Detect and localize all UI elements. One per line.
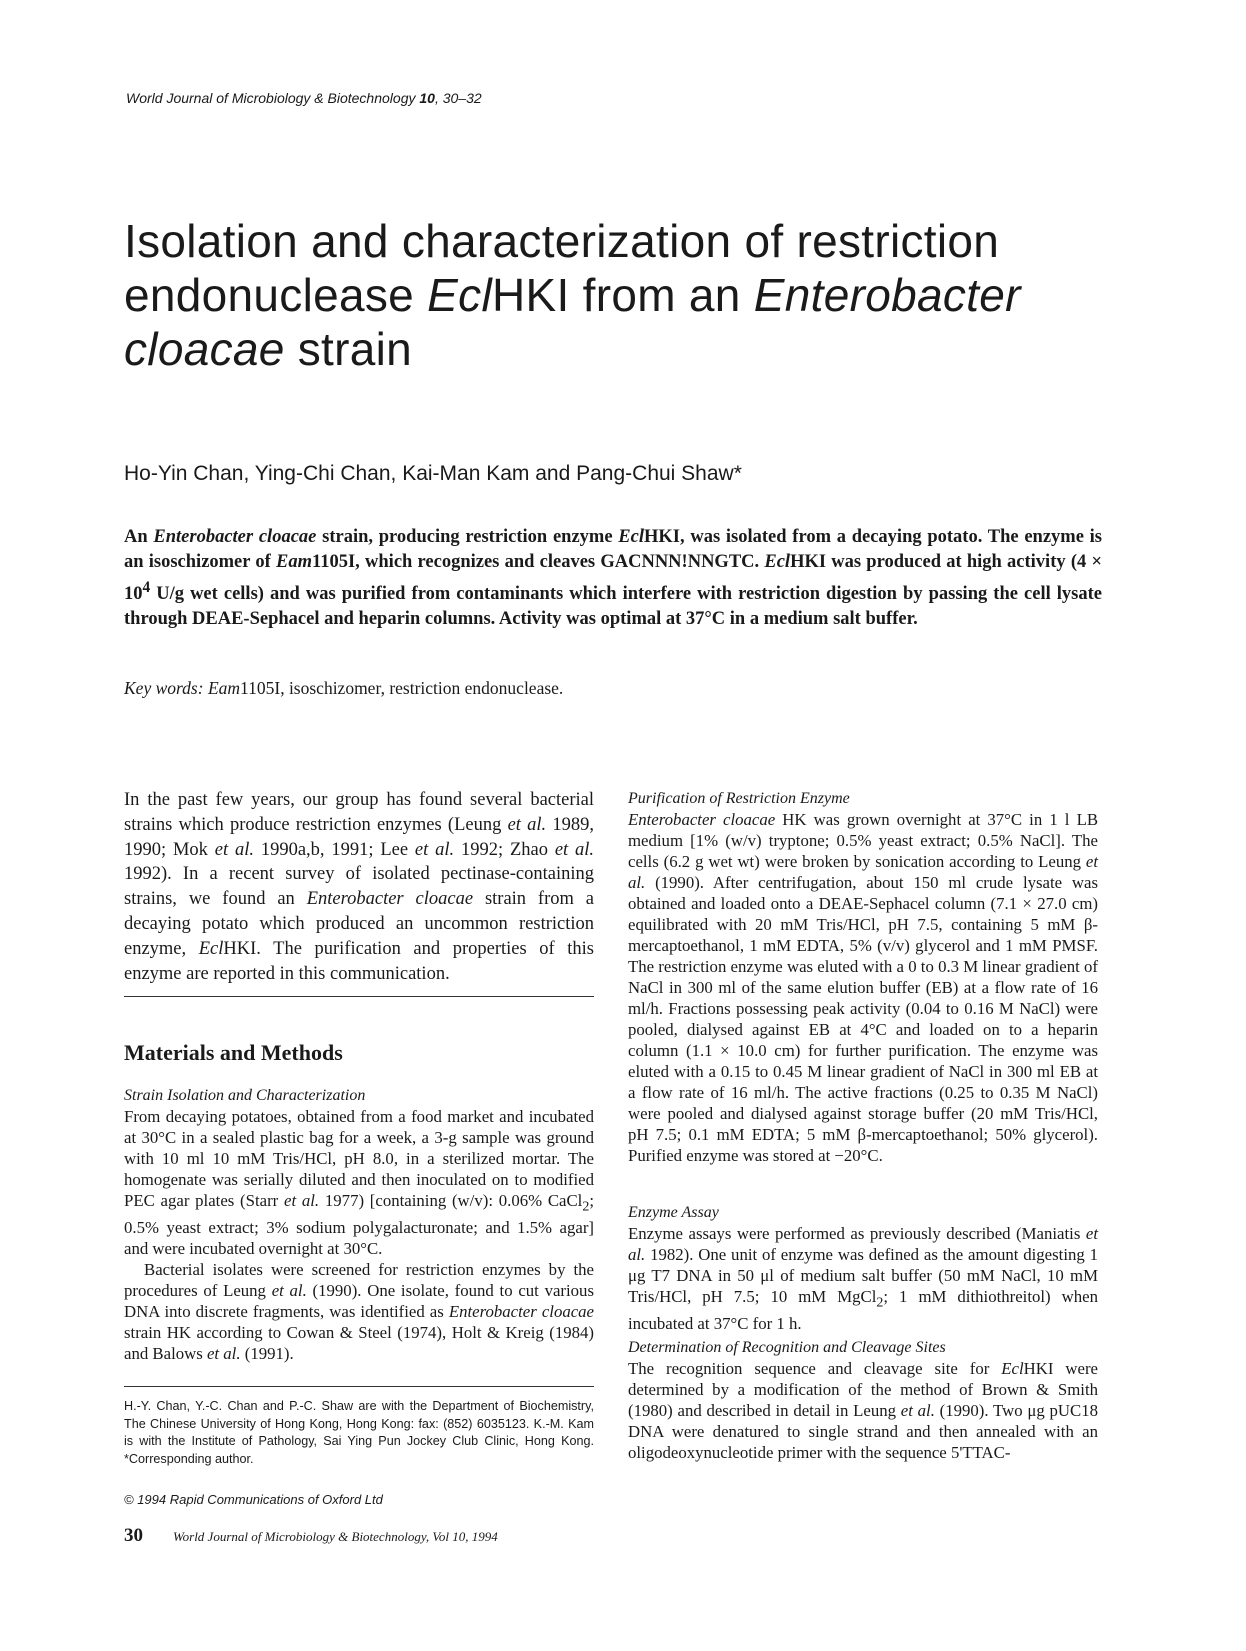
journal-running-header: World Journal of Microbiology & Biotechnology 10, 30–32 [126, 90, 482, 106]
body-paragraph: Enzyme assays were performed as previously described (Maniatis et al. 1982). One unit of enzyme was defined as the amount digesting 1 μg T7 DNA in 50 μl of medium salt buffer (50 mM NaCl, 10 mM Tris/HCl, pH 7.5; 10 mM MgCl$_2$; 1 mM dithiothreitol) when incubated at 37°C for 1 h. [628, 1224, 1098, 1334]
article-title: Isolation and characterization of restriction endonuclease EclHKI from an Enterobacter cloacae strain [124, 215, 1021, 375]
body-paragraph: The recognition sequence and cleavage site for EclHKI were determined by a modification of the method of Brown & Smith (1980) and described in detail in Leung et al. (1990). Two μg pUC18 DNA were denatured to single strand and then annealed with an oligodeoxynucleotide primer with the sequence 5'TTAC- [628, 1359, 1099, 1462]
strain-isolation-section [124, 1085, 594, 1364]
section-heading: Materials and Methods [124, 1040, 343, 1065]
page-number: 30 [124, 1525, 143, 1546]
volume-number: 10 [419, 90, 435, 106]
recognition-site-section [628, 1337, 1098, 1463]
footer-journal-name: World Journal of Microbiology & Biotechnology, Vol 10, 1994 [173, 1529, 498, 1544]
copyright-notice: © 1994 Rapid Communications of Oxford Ltd [124, 1492, 383, 1507]
purification-section [628, 788, 1098, 1166]
introduction-paragraph: In the past few years, our group has found several bacterial strains which produce restriction enzymes (Leung et al. 1989, 1990; Mok et al. 1990a,b, 1991; Lee et al. 1992; Zhao et al. 1992). In a recent survey of isolated pectinase-containing strains, we found an Enterobacter cloacae strain from a decaying potato which produced an uncommon restriction enzyme, EclHKI. The purification and properties of this enzyme are reported in this communication. [124, 790, 595, 984]
author-affiliation: H.-Y. Chan, Y.-C. Chan and P.-C. Shaw are with the Department of Biochemistry, The Chinese University of Hong Kong, Hong Kong: fax: (852) 6035123. K.-M. Kam is with the Institute of Pathology, Sai Ying Pun Jockey Club Clinic, Hong Kong. *Corresponding author. [124, 1399, 594, 1466]
section-divider [124, 996, 594, 997]
author-list: Ho-Yin Chan, Ying-Chi Chan, Kai-Man Kam and Pang-Chui Shaw* [124, 462, 742, 485]
body-paragraph: Enterobacter cloacae HK was grown overnight at 37°C in 1 l LB medium [1% (w/v) tryptone; 0.5% yeast extract; 0.5% NaCl]. The cells (6.2 g wet wt) were broken by sonication according to Leung et al. (1990). After centrifugation, about 150 ml crude lysate was obtained and loaded onto a DEAE-Sephacel column (7.1 × 27.0 cm) equilibrated with 20 mM Tris/HCl, pH 7.5, containing 5 mM β-mercaptoethanol, 1 mM EDTA, 5% (v/v) glycerol and 1 mM PMSF. The restriction enzyme was eluted with a 0 to 0.3 M linear gradient of NaCl in 300 ml of the same elution buffer (EB) at a flow rate of 16 ml/h. Fractions possessing peak activity (0.04 to 0.16 M NaCl) were pooled, dialysed against EB at 4°C and loaded on to a heparin column (1.1 × 10.0 cm) for further purification. The enzyme was eluted with a 0.15 to 0.45 M linear gradient of NaCl in 300 ml EB at a flow rate of 16 ml/h. The active fractions (0.25 to 0.35 M NaCl) were pooled and dialysed against storage buffer (20 mM Tris/HCl, pH 7.5; 0.1 mM EDTA; 5 mM β-mercaptoethanol; 50% glycerol). Purified enzyme was stored at −20°C. [628, 810, 1099, 1165]
page-footer [124, 1525, 498, 1547]
subsection-heading: Enzyme Assay [628, 1204, 719, 1221]
enzyme-assay-section [628, 1202, 1098, 1334]
footnote-divider [124, 1386, 594, 1387]
keywords: Key words: Eam1105I, isoschizomer, restriction endonuclease. [124, 678, 564, 698]
subsection-heading: Purification of Restriction Enzyme [628, 790, 850, 807]
abstract: An Enterobacter cloacae strain, producing restriction enzyme EclHKI, was isolated from a decaying potato. The enzyme is an isoschizomer of Eam1105I, which recognizes and cleaves GACNNN!NNGTC. EclHKI was produced at high activity ($4 \times 10^4$ U/g wet cells) and was purified from contaminants which interfere with restriction digestion by passing the cell lysate through DEAE-Sephacel and heparin columns. Activity was optimal at 37°C in a medium salt buffer. [124, 527, 1103, 630]
body-paragraph: Bacterial isolates were screened for restriction enzymes by the procedures of Leung et al. (1990). One isolate, found to cut various DNA into discrete fragments, was identified as Enterobacter cloacae strain HK according to Cowan & Steel (1974), Holt & Kreig (1984) and Balows et al. (1991). [124, 1260, 595, 1364]
subsection-heading: Strain Isolation and Characterization [124, 1087, 366, 1104]
subsection-heading: Determination of Recognition and Cleavage Sites [628, 1339, 946, 1356]
body-paragraph: From decaying potatoes, obtained from a food market and incubated at 30°C in a sealed plastic bag for a week, a 3-g sample was ground with 10 ml 10 mM Tris/HCl, pH 8.0, in a sterilized mortar. The homogenate was serially diluted and then inoculated on to modified PEC agar plates (Starr et al. 1977) [containing (w/v): 0.06% CaCl$_2$; 0.5% yeast extract; 3% sodium polygalacturonate; and 1.5% agar] and were incubated overnight at 30°C. [124, 1107, 594, 1259]
